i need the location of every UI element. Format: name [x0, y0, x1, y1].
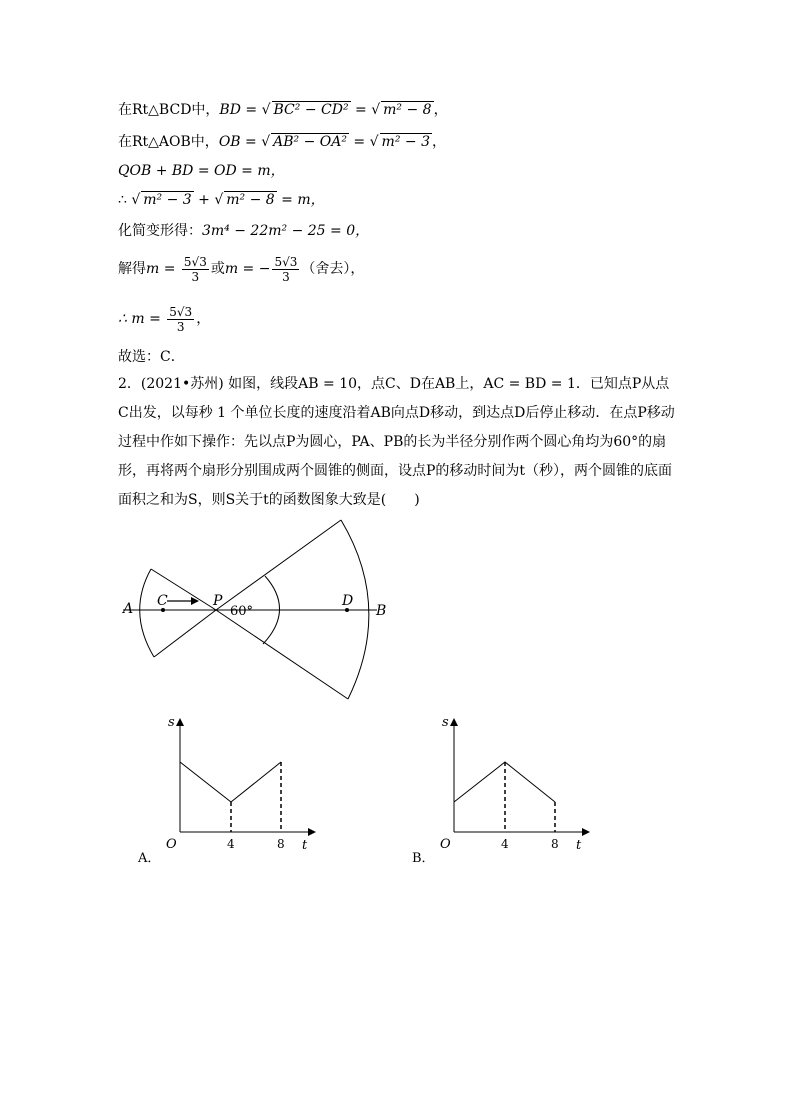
x-axis-arrow-icon: [582, 828, 590, 836]
label-p: P: [213, 593, 223, 609]
option-label-b: B．: [412, 851, 435, 866]
large-sector-edge-bottom: [216, 610, 348, 699]
label-a: A: [123, 601, 134, 617]
graph-option-b: [406, 712, 606, 872]
y-label: s: [442, 715, 449, 730]
solution-line-6: [118, 250, 364, 288]
line6-or: 或: [210, 261, 225, 277]
y-label: s: [168, 715, 175, 730]
solution-line-3: QOB + BD = OD = m，: [118, 163, 285, 179]
line7-end: ，: [196, 311, 211, 327]
origin-label: O: [440, 837, 451, 852]
line2-math: OB =: [218, 134, 262, 150]
sqrt-sign: √: [371, 102, 381, 118]
fraction-numerator: 5√3: [169, 304, 193, 319]
option-label-a: A．: [138, 851, 161, 866]
line4-end: = m，: [276, 192, 325, 208]
line2-eq: =: [348, 134, 370, 150]
line2-radicand-2: m² − 3: [381, 134, 430, 150]
graph-b-curve: [454, 762, 555, 802]
line1-eq: =: [350, 102, 372, 118]
small-sector-edge-bottom: [154, 610, 216, 657]
tick-4: 4: [501, 837, 509, 851]
graph-option-a: [132, 712, 332, 872]
line6-m2: m = −: [224, 261, 271, 277]
line1-math: BD =: [219, 102, 262, 118]
solution-line-2: [118, 132, 446, 152]
line4-radicand-1: m² − 3: [143, 192, 192, 208]
sqrt-sign: √: [131, 192, 141, 208]
label-b: B: [376, 603, 387, 619]
fraction-denominator: 3: [176, 319, 185, 334]
y-axis-arrow-icon: [450, 718, 458, 726]
solution-line-5: [118, 221, 369, 241]
tick-8: 8: [551, 837, 559, 851]
x-label: t: [302, 838, 308, 853]
line2-prefix: 在Rt△AOB中，: [118, 134, 219, 150]
line6-m1: m =: [146, 261, 180, 277]
line5-prefix: 化简变形得：: [118, 223, 202, 239]
tick-8: 8: [277, 837, 285, 851]
line2-radicand-1: AB² − OA²: [273, 134, 347, 150]
line1-end: ，: [433, 102, 448, 118]
line4-plus: +: [193, 192, 215, 208]
large-sector-edge-top: [216, 520, 341, 610]
sqrt-sign: √: [214, 192, 224, 208]
line1-radicand-1: BC² − CD²: [273, 102, 349, 118]
fraction: [167, 305, 194, 334]
fraction-numerator: 5√3: [183, 254, 207, 269]
tick-4: 4: [227, 837, 235, 851]
x-label: t: [576, 838, 582, 853]
line1-radicand-2: m² − 8: [383, 102, 432, 118]
fraction: [182, 255, 209, 284]
line1-prefix: 在Rt△BCD中，: [118, 102, 220, 118]
small-sector-arc: [140, 569, 154, 657]
solution-line-7: [118, 300, 210, 338]
line6-prefix: 解得: [118, 261, 146, 277]
line2-end: ，: [431, 134, 446, 150]
solution-line-8: 故选：C．: [118, 349, 185, 365]
line6-end: （舍去），: [301, 261, 365, 277]
label-d: D: [342, 593, 354, 609]
line5-math: 3m⁴ − 22m² − 25 = 0，: [202, 223, 370, 239]
label-c: C: [157, 593, 168, 609]
line7-prefix: ∴ m =: [118, 311, 166, 327]
fraction-denominator: 3: [282, 269, 290, 284]
label-angle: 60°: [230, 604, 254, 619]
solution-line-4: [118, 190, 325, 210]
y-axis-arrow-icon: [176, 718, 184, 726]
sector-figure: [115, 512, 395, 707]
solution-line-1: [118, 100, 448, 120]
sqrt-sign: √: [261, 134, 271, 150]
fraction-numerator: 5√3: [274, 254, 298, 269]
graph-a-curve: [180, 762, 281, 802]
origin-label: O: [166, 837, 177, 852]
sqrt-sign: √: [261, 102, 271, 118]
x-axis-arrow-icon: [308, 828, 316, 836]
line4-radicand-2: m² − 8: [226, 192, 275, 208]
sqrt-sign: √: [369, 134, 379, 150]
fraction-denominator: 3: [191, 269, 200, 284]
line4-prefix: ∴: [118, 192, 132, 208]
problem-2-text: 2．(2021•苏州) 如图，线段AB = 10，点C、D在AB上，AC = BD = 1．已知点P从点C出发，以每秒 1 个单位长度的速度沿着AB向点D移动，到达点D后停止移动．在点P移动过程中作如下操作：先以点P为圆心，PA、PB的长为半径分别作两个圆心角均为60°的扇形，再将两个扇形分别围成两个圆锥的侧面，设点P的移动时间为t（秒），两个圆锥的底面面积之和为S，则S关于t的函数图象大致是( ): [118, 376, 675, 508]
fraction: [272, 255, 299, 284]
